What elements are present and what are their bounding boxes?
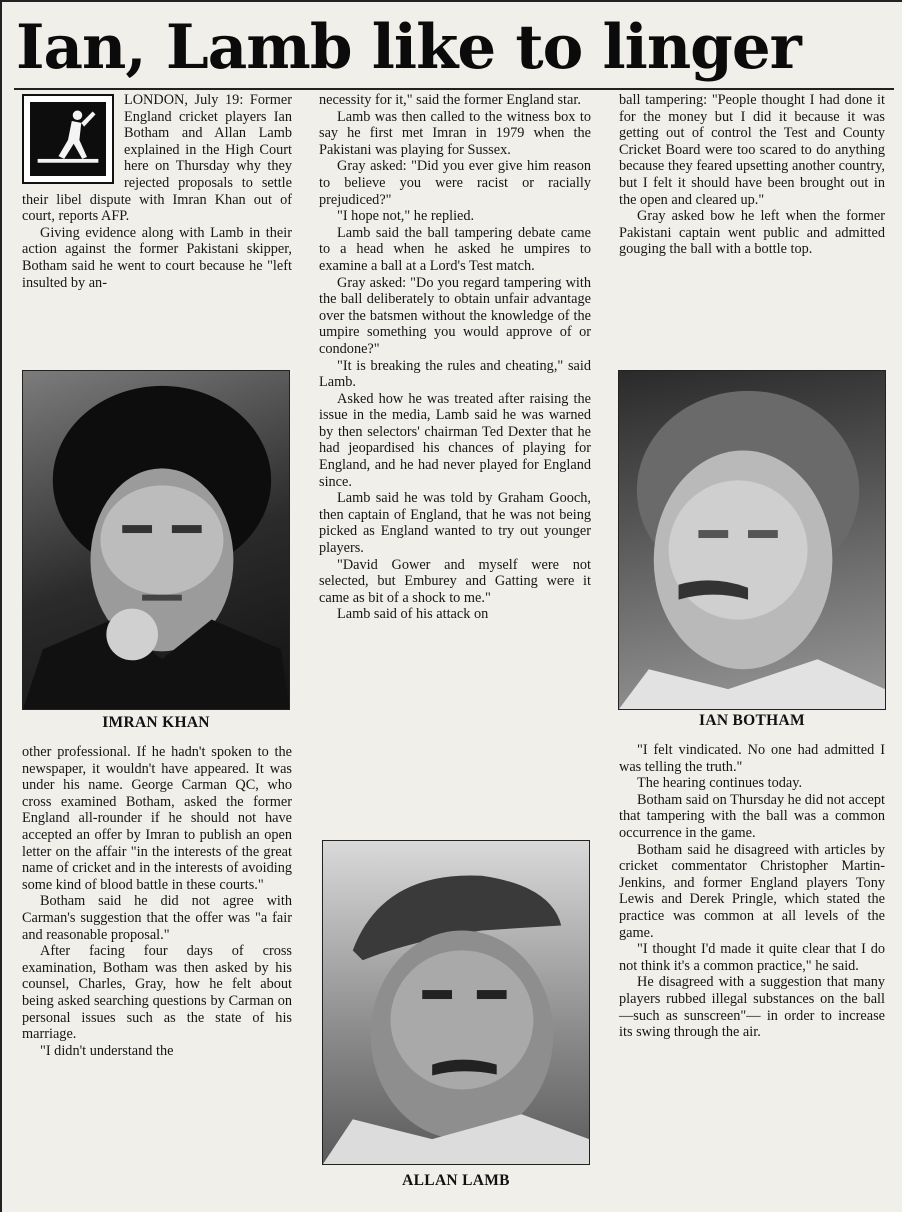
paragraph: Lamb said he was told by Graham Gooch, then captain of England, that he was not being picked as England wanted to try out younger players.: [319, 490, 591, 557]
paragraph: Giving evidence along with Lamb in their action against the former Pakistani skipper, Botham said he went to court because he "left insulted by an-: [22, 224, 292, 291]
paragraph: "It is breaking the rules and cheating," said Lamb.: [319, 357, 591, 391]
paragraph: Botham said he disagreed with articles by cricket commentator Christopher Martin-Jenkins, and former England players Tony Lewis and Derek Pringle, which stated the practice was common at all levels of the game.: [619, 841, 885, 941]
paragraph: "I didn't understand the: [40, 1042, 174, 1059]
paragraph: other professional. If he hadn't spoken to the newspaper, it wouldn't have appeared. It was under his name. George Carman QC, who cross examined Botham, asked the former England all-rounder if he should not have accepted an offer by Imran to publish an open letter on the affair "in the interests of the great name of cricket and in the interests of avoiding some kind of blood battle in these courts.": [22, 744, 292, 893]
paragraph: Lamb said the ball tampering debate came to a head when he asked he umpires to examine a ball at a Lord's Test match.: [319, 224, 591, 274]
col3-top-text: [619, 92, 885, 258]
paragraph: Asked how he was treated after raising the issue in the media, Lamb said he was warned by then selectors' chairman Ted Dexter that he had jeopardised his chances of playing for England, and he had never played for England since.: [319, 390, 591, 490]
caption-ian-botham: IAN BOTHAM: [699, 712, 805, 729]
caption-allan-lamb: ALLAN LAMB: [402, 1172, 510, 1189]
paragraph: LONDON, July 19: Former England cricket players Ian Botham and Allan Lamb explained in the High Court here on Thursday why they rejected proposals to settle their libel dispute with Imran Khan out of court, reports AFP.: [22, 92, 292, 225]
headline: Ian, Lamb like to linger: [16, 12, 801, 83]
ian-botham-photo: [618, 370, 886, 710]
caption-imran-khan: IMRAN KHAN: [102, 714, 210, 731]
imran-khan-photo: [22, 370, 290, 710]
paragraph: He disagreed with a suggestion that many players rubbed illegal substances on the ball—such as sunscreen"— in order to increase its swing through the air.: [619, 974, 885, 1041]
cricket-batsman-icon: [22, 94, 114, 184]
paragraph: "I hope not," he replied.: [337, 208, 475, 225]
paragraph: Gray asked: "Did you ever give him reason to believe you were racist or racially prejudiced?": [319, 158, 591, 208]
paragraph: Gray asked: "Do you regard tampering with the ball deliberately to obtain unfair advantage over the batsmen without the knowledge of the umpire something you would approve of or condone?": [319, 274, 591, 357]
paragraph: The hearing continues today.: [637, 775, 803, 792]
paragraph: necessity for it," said the former England star.: [319, 92, 581, 108]
paragraph: "I thought I'd made it quite clear that I do not think it's a common practice," he said.: [619, 941, 885, 974]
paragraph: Botham said he did not agree with Carman's suggestion that the offer was "a fair and reasonable proposal.": [22, 893, 292, 943]
paragraph: Lamb said of his attack on: [337, 606, 489, 623]
paragraph: "David Gower and myself were not selected, but Emburey and Gatting were it came as bit of a shock to me.": [319, 556, 591, 606]
paragraph: ball tampering: "People thought I had done it for the money but I did it because it was getting out of control the Test and County Cricket Board were too scared to do anything because they feared upsetting another country, but I felt it should have been brought out in the open and cleared up.": [619, 92, 885, 208]
col1-bottom-text: [22, 744, 292, 1059]
paragraph: "I felt vindicated. No one had admitted I was telling the truth.": [619, 742, 885, 775]
headline-rule: [14, 88, 894, 90]
paragraph: Lamb was then called to the witness box to say he first met Imran in 1979 when the Pakistani was playing for Sussex.: [319, 108, 591, 158]
paragraph: Gray asked bow he left when the former Pakistani captain went public and admitted gouging the ball with a bottle top.: [619, 208, 885, 258]
paragraph: After facing four days of cross examination, Botham was then asked by his counsel, Charles, Gray, how he felt about being asked searching questions by Carman on personal issues such as the state of his marriage.: [22, 943, 292, 1043]
allan-lamb-photo: [322, 840, 590, 1165]
paragraph: Botham said on Thursday he did not accept that tampering with the ball was a common occurrence in the game.: [619, 791, 885, 841]
col3-bottom-text: [619, 742, 885, 1041]
